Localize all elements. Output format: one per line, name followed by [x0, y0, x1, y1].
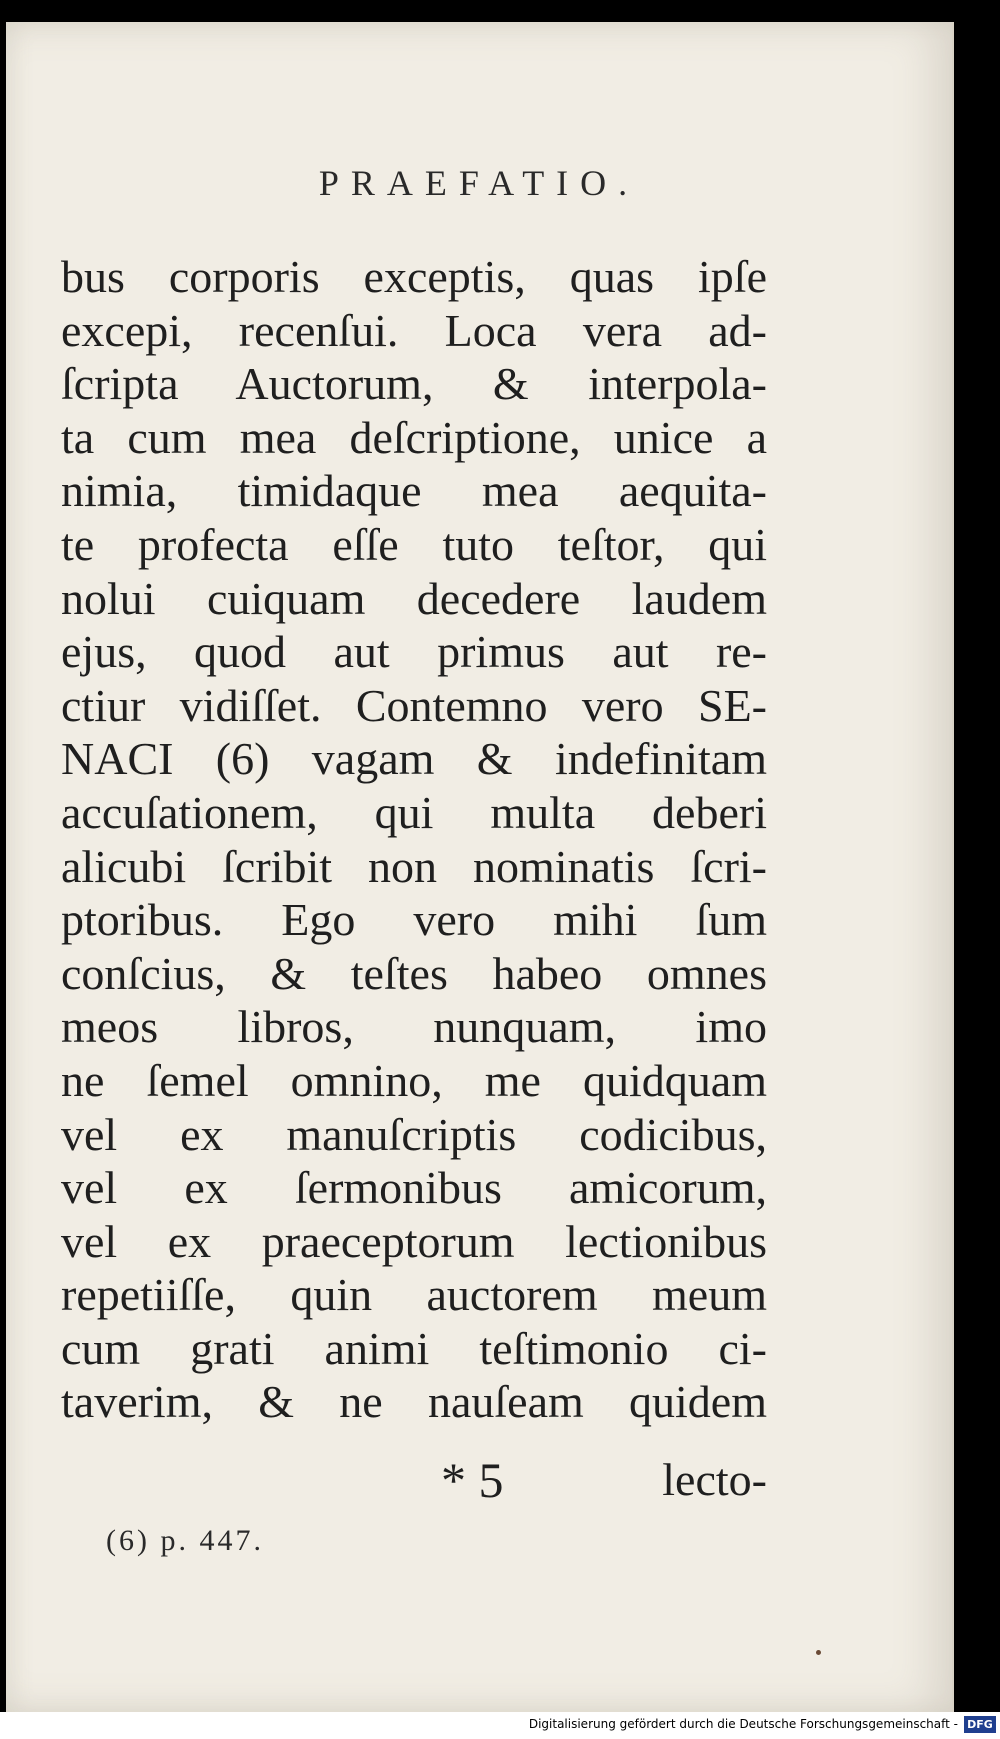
text-line: bus corporis exceptis, quas ipſe	[61, 251, 767, 302]
text-line: ta cum mea deſcriptione, unice a	[61, 411, 767, 463]
text-line: meos libros, nunquam, imo	[61, 1001, 767, 1053]
text-line: vel ex praeceptorum lectionibus	[61, 1215, 767, 1267]
catch-line	[61, 1450, 767, 1510]
text-line: taverim, & ne nauſeam quidem	[61, 1376, 767, 1428]
footnote: (6) p. 447.	[106, 1524, 264, 1557]
credit-text: Digitalisierung gefördert durch die Deutsche Forschungsgemeinschaft -	[528, 1717, 958, 1731]
text-line: alicubi ſcribit non nominatis ſcri-	[61, 840, 767, 892]
text-line: te profecta eſſe tuto teſtor, qui	[61, 518, 767, 570]
text-line: ne ſemel omnino, me quidquam	[61, 1054, 767, 1106]
dfg-logo-icon: DFG	[964, 1716, 996, 1733]
catchword: lecto-	[662, 1454, 767, 1505]
text-line: nolui cuiquam decedere laudem	[61, 572, 767, 624]
text-line: NACI (6) vagam & indefinitam	[61, 733, 767, 785]
running-head: PRAEFATIO.	[318, 163, 640, 203]
text-line: vel ex manuſcriptis codicibus,	[61, 1108, 767, 1160]
signature-mark: * 5	[441, 1452, 504, 1508]
paper-speck	[816, 1650, 821, 1655]
text-line: cum grati animi teſtimonio ci-	[61, 1322, 767, 1374]
body-text	[61, 250, 767, 1429]
text-line: nimia, timidaque mea aequita-	[61, 465, 767, 517]
text-line: conſcius, & teſtes habeo omnes	[61, 947, 767, 999]
text-line: ſcripta Auctorum, & interpola-	[61, 358, 767, 410]
text-line: excepi, recenſui. Loca vera ad-	[61, 304, 767, 356]
text-line: ejus, quod aut primus aut re-	[61, 626, 767, 678]
text-line: ctiur vidiſſet. Contemno vero SE-	[61, 679, 767, 731]
text-line: ptoribus. Ego vero mihi ſum	[61, 894, 767, 946]
text-line: repetiiſſe, quin auctorem meum	[61, 1269, 767, 1321]
text-line: vel ex ſermonibus amicorum,	[61, 1162, 767, 1214]
book-page	[6, 22, 954, 1712]
text-line: accuſationem, qui multa deberi	[61, 786, 767, 838]
credit-bar	[0, 1712, 1000, 1739]
